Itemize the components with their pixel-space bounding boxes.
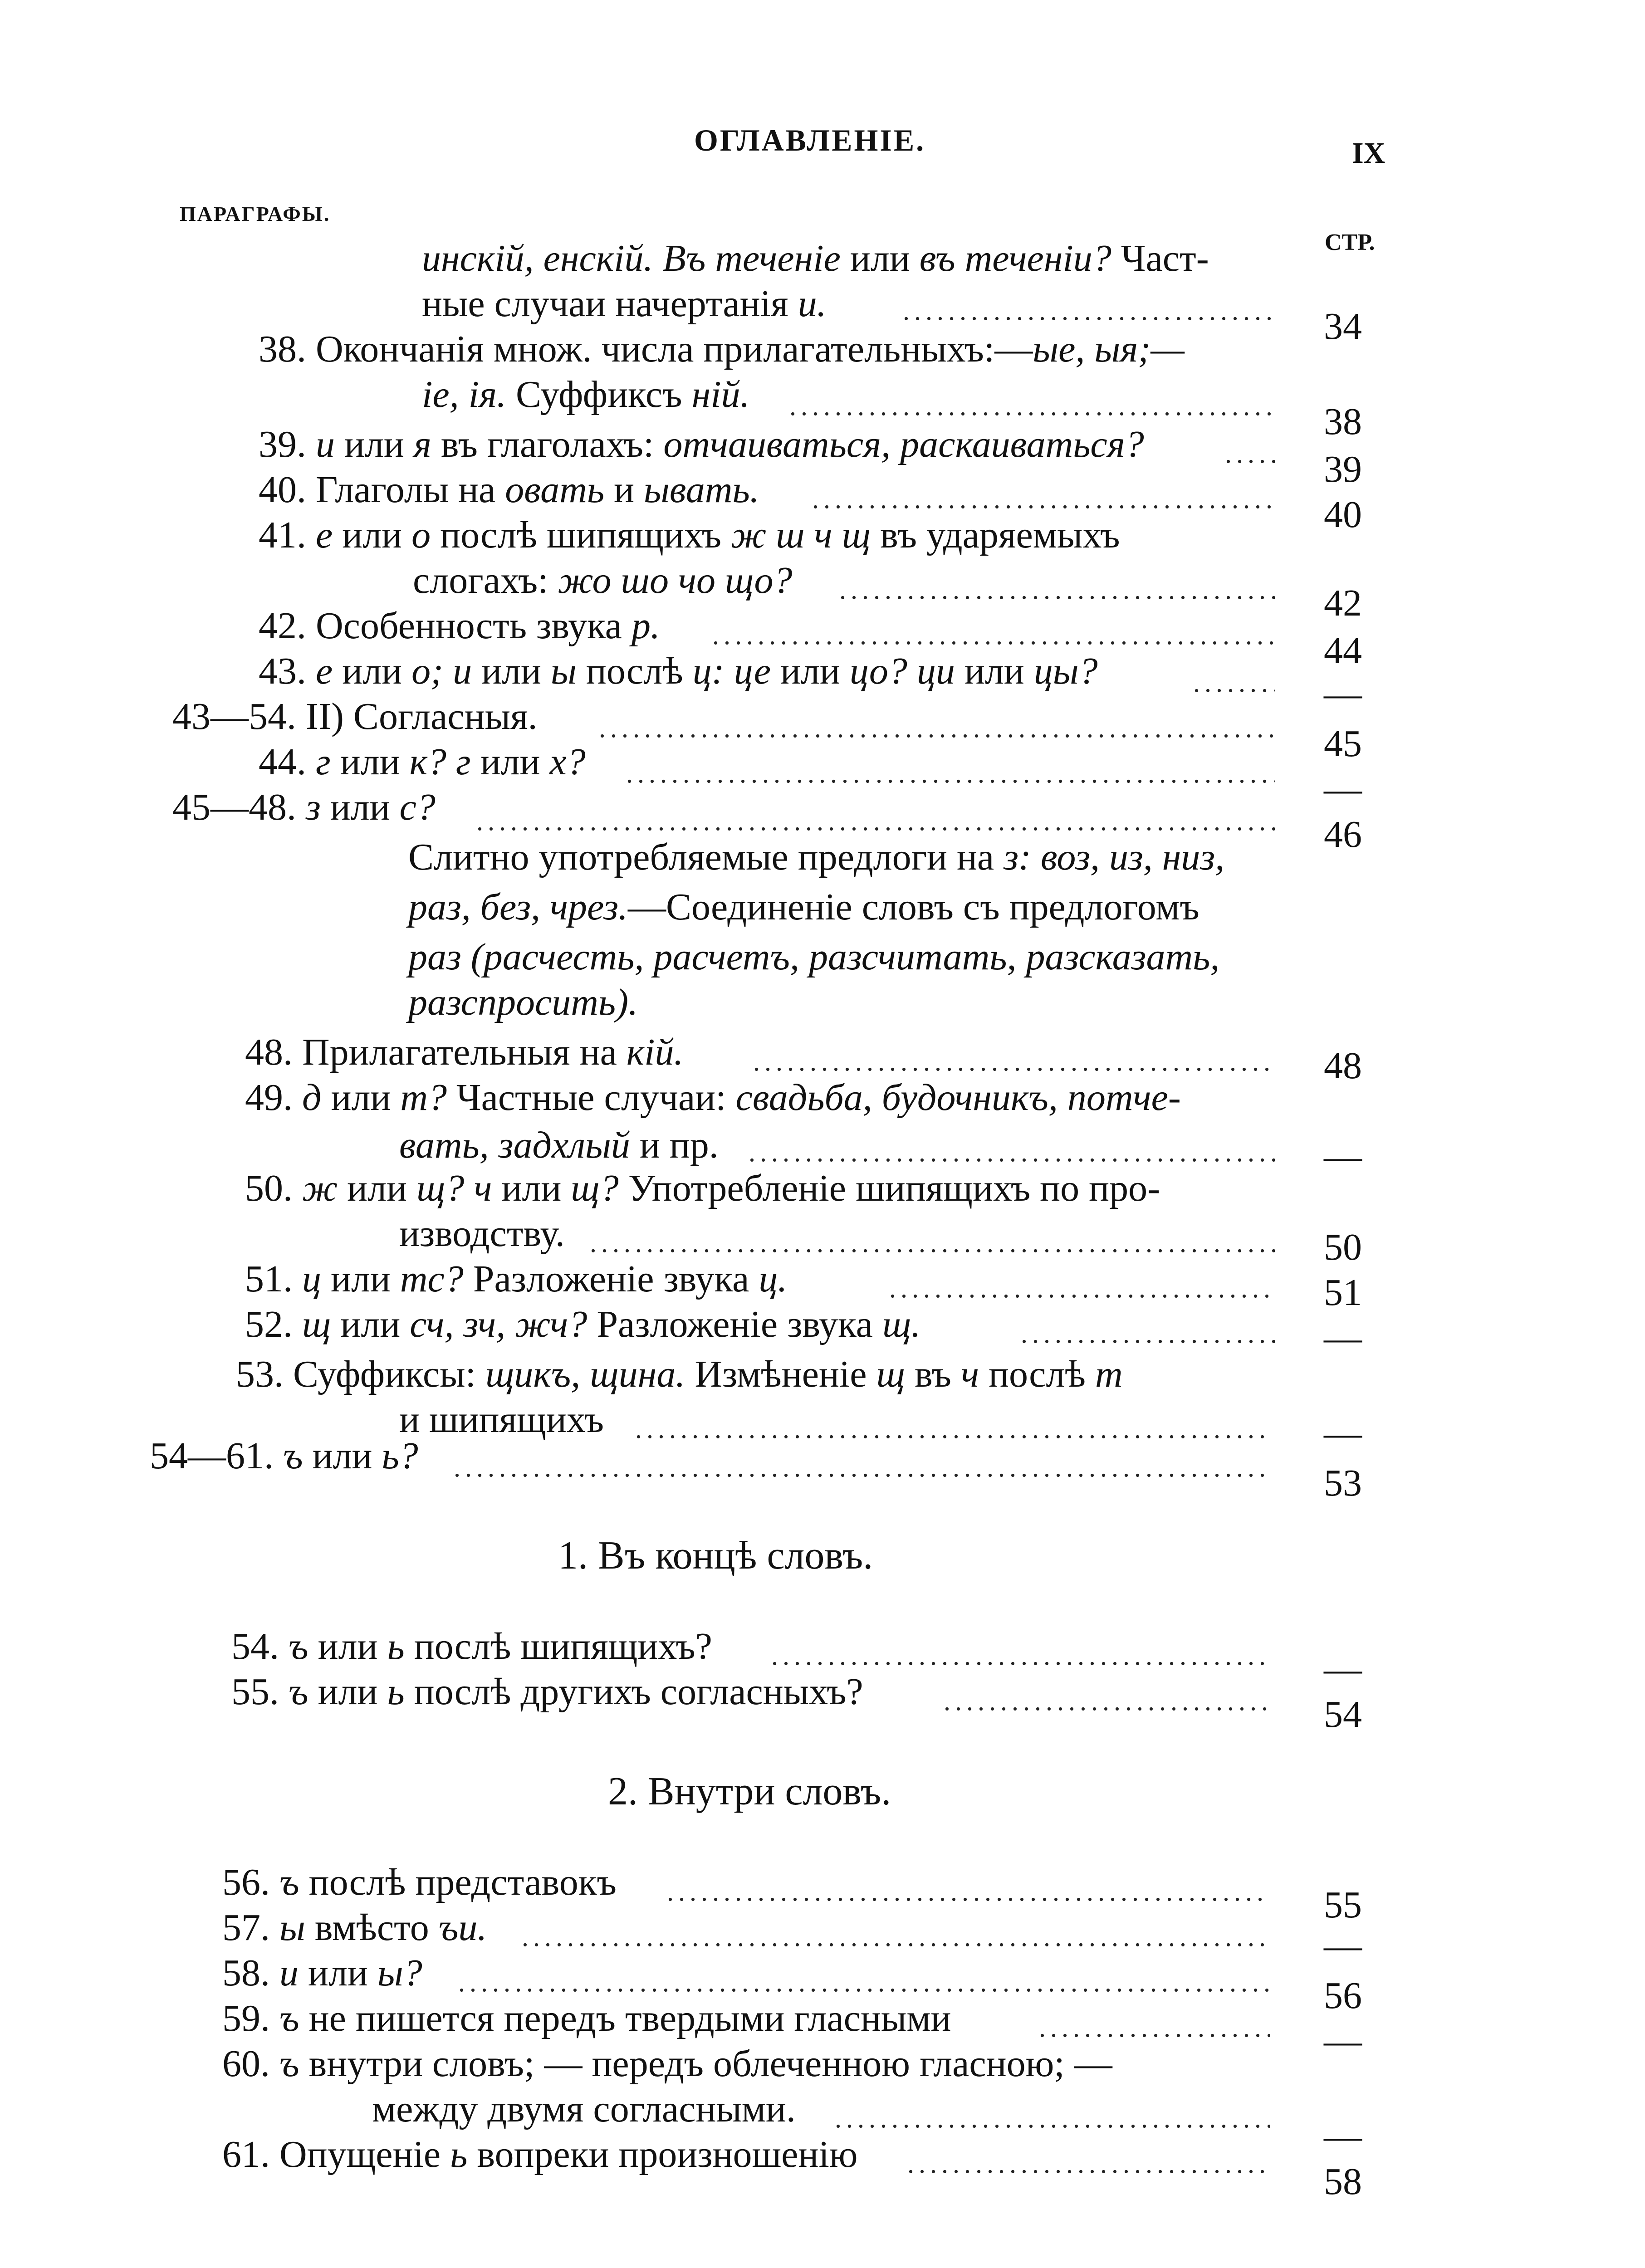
leader-dots (889, 1266, 1275, 1311)
toc-page-number: 58 (1324, 2160, 1362, 2203)
toc-entry-56: 56. ъ послѣ представокъ (222, 1861, 617, 1903)
toc-entry-line: ные случаи начертанія и. (422, 283, 827, 325)
toc-entry-61: 61. Опущеніе ь вопреки произношенію (222, 2133, 858, 2175)
leader-dots (839, 567, 1275, 612)
toc-page-number: 44 (1324, 630, 1362, 672)
leader-dots (522, 1914, 1270, 1960)
leader-dots (626, 751, 1275, 796)
toc-entry-line: инскій, енскій. Въ теченіе или въ теченіи? Част- (422, 237, 1209, 279)
toc-entry-58: 58. и или ы? (222, 1952, 422, 1994)
toc-entry-41: 41. е или о послѣ шипящихъ ж ш ч щ въ ударяемыхъ (259, 514, 1120, 556)
toc-entry-51: 51. ц или тс? Разложеніе звука ц. (245, 1258, 788, 1300)
toc-entry-52: 52. щ или сч, зч, жч? Разложеніе звука щ. (245, 1303, 921, 1345)
leader-dots (599, 705, 1275, 751)
page-title: ОГЛАВЛЕНІЕ. (694, 123, 926, 157)
toc-page-number: — (1324, 673, 1362, 715)
leader-dots (454, 1445, 1270, 1490)
toc-entry-43-54: 43—54. II) Согласныя. (172, 695, 538, 738)
toc-subentry-line: Слитно употребляемые предлоги на з: воз, из, низ, (408, 836, 1225, 878)
toc-page-number: 48 (1324, 1045, 1362, 1087)
leader-dots (907, 2141, 1270, 2186)
toc-entry-line: и шипящихъ (399, 1398, 604, 1441)
toc-page-number: 46 (1324, 813, 1362, 855)
toc-entry-45-48: 45—48. з или с? (172, 786, 436, 828)
toc-page-number: 40 (1324, 494, 1362, 536)
leader-dots (667, 1869, 1270, 1914)
leader-dots (1021, 1311, 1275, 1356)
toc-page-number: 53 (1324, 1462, 1362, 1504)
toc-page-number: 38 (1324, 401, 1362, 443)
toc-entry-40: 40. Глаголы на овать и ывать. (259, 469, 759, 511)
toc-page-number: 45 (1324, 723, 1362, 765)
section-heading: 1. Въ концѣ словъ. (558, 1534, 873, 1578)
toc-page-number: 54 (1324, 1693, 1362, 1735)
toc-entry-42: 42. Особенность звука р. (259, 605, 660, 647)
toc-page-number: — (1324, 768, 1362, 810)
toc-entry-60: 60. ъ внутри словъ; — передъ облеченною гласною; — (222, 2043, 1112, 2085)
toc-page-number: — (1324, 1317, 1362, 1359)
column-header-pages: СТР. (1325, 230, 1375, 255)
toc-subentry-line: раз, без, чрез.—Соединеніе словъ съ предлогомъ (408, 886, 1199, 928)
toc-entry-54-61: 54—61. ъ или ь? (150, 1435, 418, 1477)
toc-entry-49: 49. д или т? Частные случаи: свадьба, будочникъ, потче- (245, 1076, 1181, 1119)
leader-dots (835, 2096, 1270, 2141)
toc-entry-line: изводству. (399, 1212, 565, 1255)
toc-page-number: 50 (1324, 1226, 1362, 1268)
toc-page-number: 51 (1324, 1271, 1362, 1314)
toc-entry-38: 38. Окончанія множ. числа прилагательныхъ:—ые, ыя;— (259, 328, 1185, 370)
toc-page-number: — (1324, 2020, 1362, 2062)
toc-entry-54: 54. ъ или ь послѣ шипящихъ? (231, 1625, 712, 1667)
page-number-roman: IX (1352, 137, 1386, 170)
toc-entry-line: между двумя согласными. (372, 2088, 796, 2130)
toc-entry-53: 53. Суффиксы: щикъ, щина. Измѣненіе щ въ ч послѣ т (236, 1353, 1123, 1395)
leader-dots (1193, 660, 1275, 705)
leader-dots (1225, 431, 1275, 476)
leader-dots (944, 1678, 1270, 1724)
toc-page-number: — (1324, 1648, 1362, 1690)
toc-entry-line: вать, задхлый и пр. (399, 1124, 719, 1166)
toc-page-number: 42 (1324, 582, 1362, 624)
toc-page-number: 39 (1324, 448, 1362, 490)
toc-entry-55: 55. ъ или ь послѣ другихъ согласныхъ? (231, 1671, 863, 1713)
toc-entry-43: 43. е или о; и или ы послѣ ц: це или цо? ци или цы? (259, 650, 1098, 692)
toc-subentry-line: разспросить). (408, 981, 638, 1023)
toc-page-number: — (1324, 1412, 1362, 1454)
toc-entry-59: 59. ъ не пишется передъ твердыми гласными (222, 1997, 951, 2039)
section-heading: 2. Внутри словъ. (608, 1769, 891, 1813)
toc-entry-50: 50. ж или щ? ч или щ? Употребленіе шипящихъ по про- (245, 1167, 1160, 1209)
toc-page-number: 34 (1324, 305, 1362, 347)
toc-entry-line: слогахъ: жо шо чо що? (413, 559, 793, 601)
toc-page-number: — (1324, 1925, 1362, 1967)
toc-page-number: 56 (1324, 1975, 1362, 2017)
toc-page-number: — (1324, 1135, 1362, 1178)
column-header-paragraphs: ПАРАГРАФЫ. (180, 202, 331, 225)
toc-entry-44: 44. г или к? г или х? (259, 741, 586, 783)
toc-page-number: — (1324, 2115, 1362, 2157)
toc-entry-line: іе, ія. Суффиксъ ній. (422, 373, 750, 415)
toc-entry-48: 48. Прилагательныя на кій. (245, 1031, 684, 1073)
toc-entry-39: 39. и или я въ глаголахъ: отчаиваться, раскаиваться? (259, 423, 1144, 465)
toc-subentry-line: раз (расчесть, расчетъ, разсчитать, разсказать, (408, 936, 1220, 978)
toc-page-number: 55 (1324, 1884, 1362, 1926)
toc-entry-57: 57. ы вмѣсто ъи. (222, 1906, 487, 1949)
